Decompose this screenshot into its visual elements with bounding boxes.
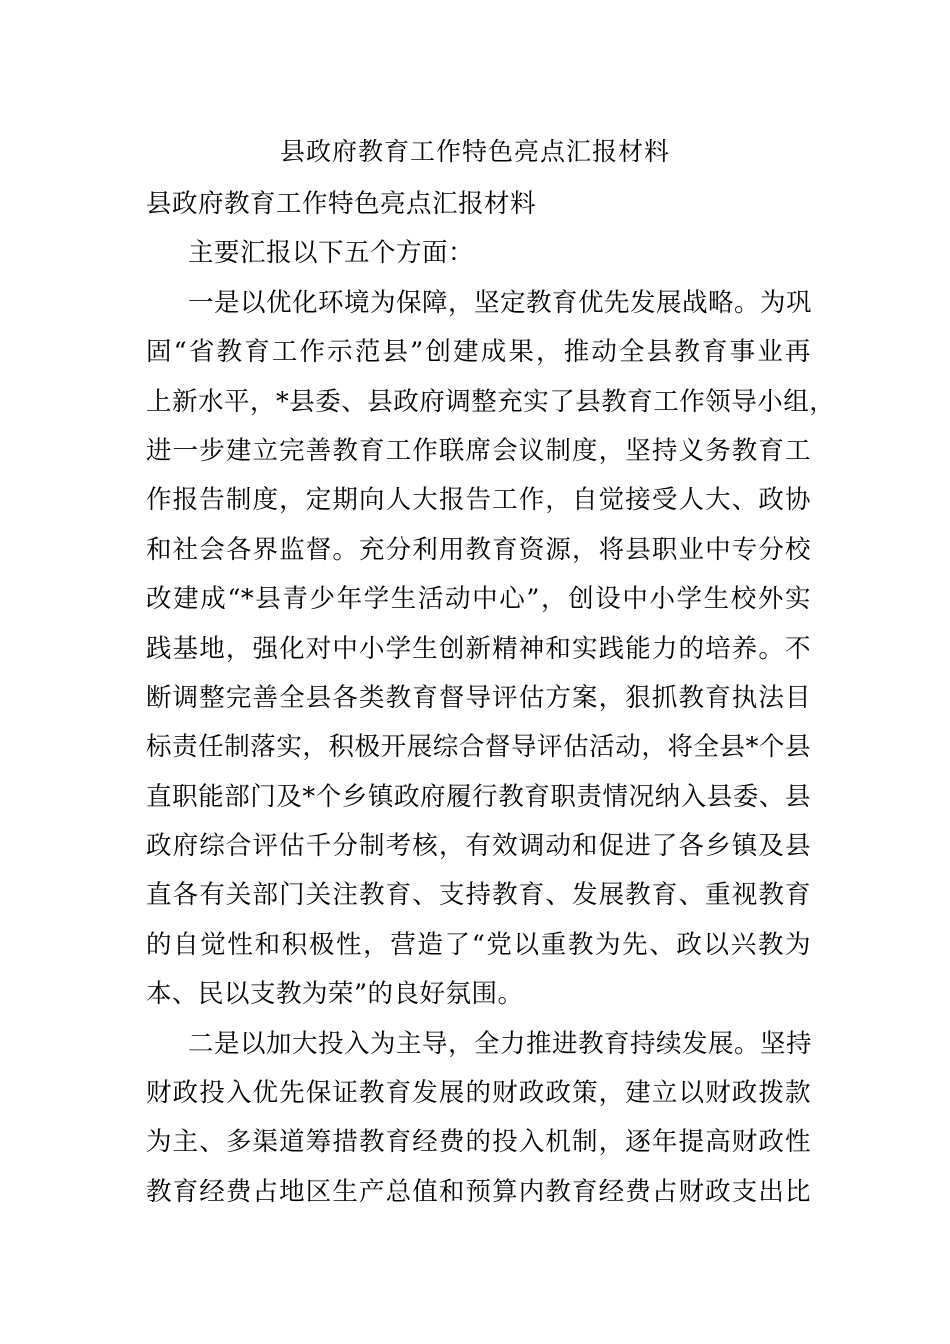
body-line: 践基地，强化对中小学生创新精神和实践能力的培养。不 — [146, 633, 811, 664]
body-line: 教育经费占地区生产总值和预算内教育经费占财政支出比 — [146, 1176, 811, 1207]
body-line: 为主、多渠道筹措教育经费的投入机制，逐年提高财政性 — [146, 1127, 811, 1158]
body-line: 政府综合评估千分制考核，有效调动和促进了各乡镇及县 — [146, 831, 811, 862]
body-line: 进一步建立完善教育工作联席会议制度，坚持义务教育工 — [146, 435, 811, 466]
body-line: 的自觉性和积极性，营造了“党以重教为先、政以兴教为 — [146, 929, 811, 960]
body-line: 一是以优化环境为保障，坚定教育优先发展战略。为巩 — [188, 287, 813, 318]
document-title: 县政府教育工作特色亮点汇报材料 — [279, 137, 670, 166]
body-line: 作报告制度，定期向人大报告工作，自觉接受人大、政协 — [146, 485, 811, 516]
document-subtitle: 县政府教育工作特色亮点汇报材料 — [146, 189, 537, 219]
document-body — [146, 180, 836, 1217]
body-line: 和社会各界监督。充分利用教育资源，将县职业中专分校 — [146, 534, 811, 565]
body-line: 直职能部门及*个乡镇政府履行教育职责情况纳入县委、县 — [146, 781, 811, 812]
body-line: 本、民以支教为荣”的良好氛围。 — [146, 979, 524, 1010]
body-line: 固“省教育工作示范县”创建成果，推动全县教育事业再 — [146, 337, 811, 368]
body-line: 二是以加大投入为主导，全力推进教育持续发展。坚持 — [188, 1028, 813, 1059]
body-line: 改建成“*县青少年学生活动中心”，创设中小学生校外实 — [146, 584, 811, 615]
body-line: 直各有关部门关注教育、支持教育、发展教育、重视教育 — [146, 880, 811, 911]
body-line: 上新水平，*县委、县政府调整充实了县教育工作领导小组， — [146, 386, 836, 417]
body-line: 财政投入优先保证教育发展的财政政策，建立以财政拨款 — [146, 1078, 811, 1109]
body-line: 断调整完善全县各类教育督导评估方案，狠抓教育执法目 — [146, 682, 811, 713]
body-line: 主要汇报以下五个方面： — [188, 238, 475, 269]
body-line: 标责任制落实，积极开展综合督导评估活动，将全县*个县 — [146, 732, 811, 763]
